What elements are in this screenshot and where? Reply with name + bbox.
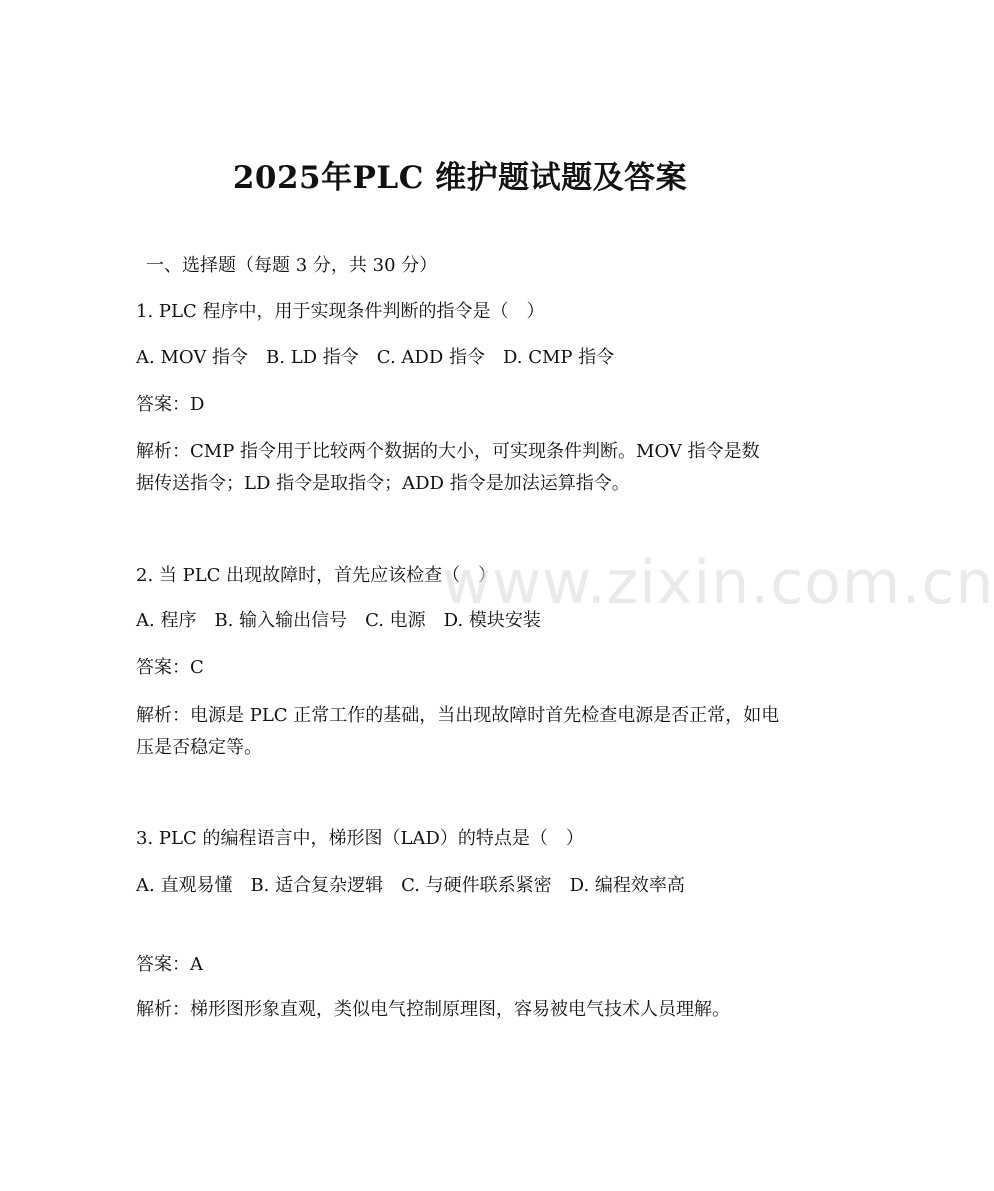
question-3-answer: 答案：A [136, 954, 203, 975]
question-2-explanation: 解析：电源是 PLC 正常工作的基础，当出现故障时首先检查电源是否正常，如电压是否稳定等。 [136, 705, 780, 758]
watermark: www.zixin.com.cn [442, 548, 994, 618]
question-1-answer: 答案：D [136, 394, 205, 415]
question-3-explanation: 解析：梯形图形象直观，类似电气控制原理图，容易被电气技术人员理解。 [136, 999, 730, 1020]
question-2-answer: 答案：C [136, 657, 204, 678]
question-1-explanation: 解析：CMP 指令用于比较两个数据的大小，可实现条件判断。MOV 指令是数据传送指令；LD 指令是取指令；ADD 指令是加法运算指令。 [136, 441, 760, 494]
section-heading: 一、选择题（每题 3 分，共 30 分） [146, 255, 438, 276]
question-3-text: 3. PLC 的编程语言中，梯形图（LAD）的特点是（ ） [136, 828, 584, 849]
question-2-options: A. 程序 B. 输入输出信号 C. 电源 D. 模块安装 [136, 610, 541, 631]
document-title: 2025年PLC 维护题试题及答案 [232, 160, 688, 196]
question-2-text: 2. 当 PLC 出现故障时，首先应该检查（ ） [136, 565, 497, 586]
question-3-options: A. 直观易懂 B. 适合复杂逻辑 C. 与硬件联系紧密 D. 编程效率高 [136, 875, 685, 896]
question-1-text: 1. PLC 程序中，用于实现条件判断的指令是（ ） [136, 301, 545, 322]
question-1-options: A. MOV 指令 B. LD 指令 C. ADD 指令 D. CMP 指令 [136, 347, 615, 368]
